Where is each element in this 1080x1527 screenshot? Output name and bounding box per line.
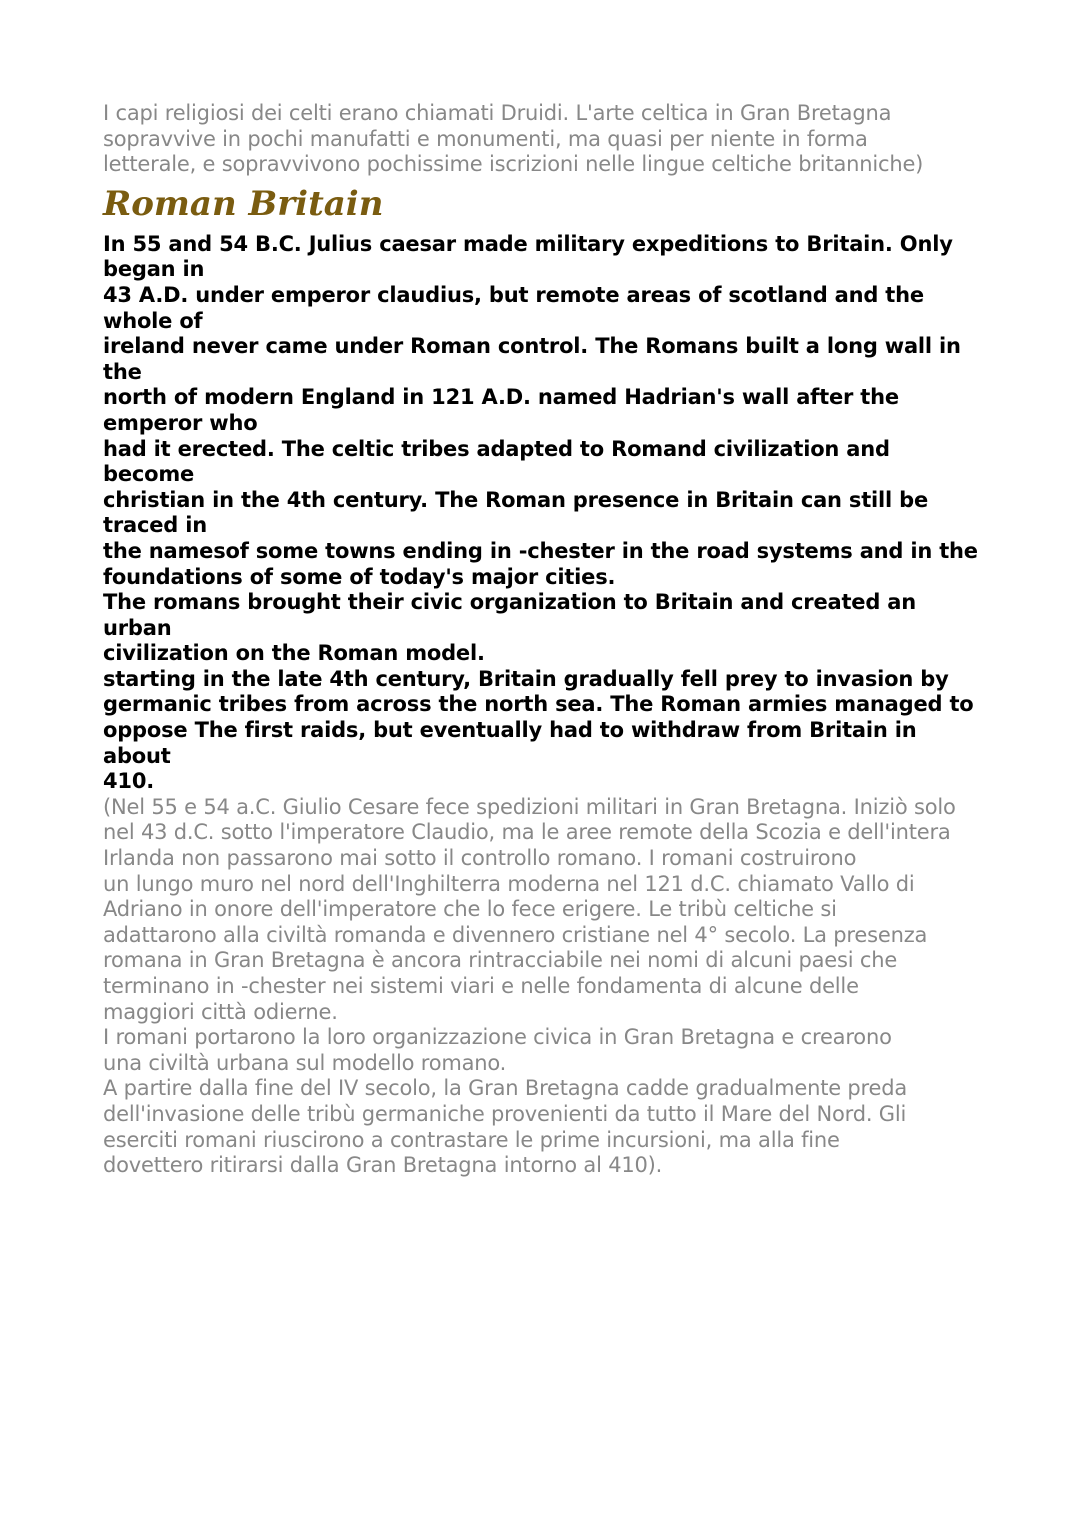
document-page [103,101,983,1179]
english-paragraph-1: In 55 and 54 B.C. Julius caesar made military expeditions to Britain. Only began in 43 A.D. under emperor claudius, but remote areas of scotland and the whole of ireland never came under Roman control. The Romans built a long wall in the north of modern England in 121 A.D. named Hadrian's wall after the emperor who had it erected. The celtic tribes adapted to Romand civilization and become christian in the 4th century. The Roman presence in Britain can still be traced in the namesof some towns ending in -chester in the road systems and in the foundations of some of today's major cities. [103,231,978,589]
english-section [103,232,983,795]
intro-italian-paragraph: I capi religiosi dei celti erano chiamati Druidi. L'arte celtica in Gran Bretagna sopravvive in pochi manufatti e monumenti, ma quasi per niente in forma letterale, e sopravvivono pochissime iscrizioni nelle lingue celtiche britanniche) [103,101,924,177]
italian-paragraph-1: (Nel 55 e 54 a.C. Giulio Cesare fece spedizioni militari in Gran Bretagna. Iniziò solo nel 43 d.C. sotto l'imperatore Claudio, ma le aree remote della Scozia e dell'intera Irlanda non passarono mai sotto il controllo romano. I romani costruirono un lungo muro nel nord dell'Inghilterra moderna nel 121 d.C. chiamato Vallo di Adriano in onore dell'imperatore che lo fece erigere. Le tribù celtiche si adattarono alla civiltà romanda e divennero cristiane nel 4° secolo. La presenza romana in Gran Bretagna è ancora rintracciabile nei nomi di alcuni paesi che terminano in -chester nei sistemi viari e nelle fondamenta di alcune delle maggiori città odierne. [103,794,956,1024]
section-title: Roman Britain [103,183,384,224]
english-paragraph-3: starting in the late 4th century, Britain gradually fell prey to invasion by germanic tribes from across the north sea. The Roman armies managed to oppose The first raids, but eventually had to withdraw from Britain in about 410. [103,666,974,794]
italian-translation-section [103,795,983,1179]
italian-paragraph-2: I romani portarono la loro organizzazione civica in Gran Bretagna e crearono una civiltà urbana sul modello romano. [103,1025,892,1075]
english-paragraph-2: The romans brought their civic organization to Britain and created an urban civilization on the Roman model. [103,590,917,666]
italian-paragraph-3: A partire dalla fine del IV secolo, la Gran Bretagna cadde gradualmente preda dell'invasione delle tribù germaniche provenienti da tutto il Mare del Nord. Gli eserciti romani riuscirono a contrastare le prime incursioni, ma alla fine dovettero ritirarsi dalla Gran Bretagna intorno al 410). [103,1076,908,1178]
